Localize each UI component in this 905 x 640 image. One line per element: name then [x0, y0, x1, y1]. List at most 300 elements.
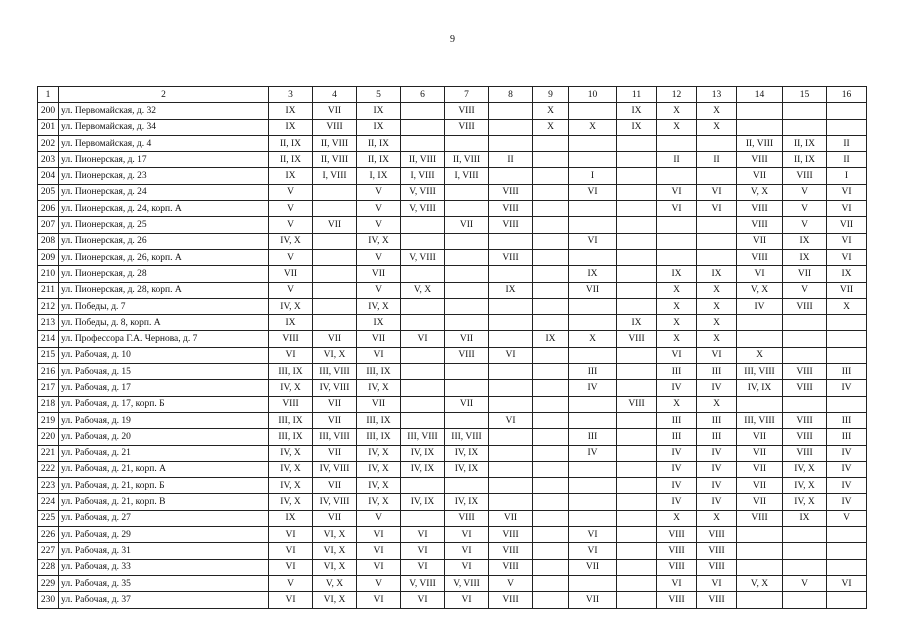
row-number-cell: 220	[38, 429, 59, 445]
table-cell: II, IX	[357, 135, 401, 151]
table-cell	[489, 396, 533, 412]
table-cell: VI, X	[313, 527, 357, 543]
table-cell: II, IX	[357, 152, 401, 168]
table-cell: VIII	[617, 396, 657, 412]
table-cell: I, IX	[357, 168, 401, 184]
table-cell: IV, X	[783, 461, 827, 477]
table-cell: III, IX	[357, 364, 401, 380]
row-number-cell: 200	[38, 103, 59, 119]
table-cell: X	[697, 119, 737, 135]
column-header: 15	[783, 87, 827, 103]
table-cell	[489, 429, 533, 445]
table-cell	[401, 233, 445, 249]
table-cell	[783, 559, 827, 575]
table-cell: VI, X	[313, 543, 357, 559]
table-cell: VIII	[783, 364, 827, 380]
table-cell: VIII	[737, 249, 783, 265]
table-cell	[827, 527, 867, 543]
table-cell: I, VIII	[445, 168, 489, 184]
table-cell: IV, X	[357, 298, 401, 314]
table-cell	[617, 364, 657, 380]
table-cell	[401, 412, 445, 428]
table-cell	[313, 298, 357, 314]
table-cell: VII	[783, 266, 827, 282]
table-cell: VII	[827, 217, 867, 233]
table-cell: II, IX	[269, 135, 313, 151]
address-cell: ул. Рабочая, д. 21, корп. Б	[59, 478, 269, 494]
address-cell: ул. Пионерская, д. 28	[59, 266, 269, 282]
table-cell: II	[697, 152, 737, 168]
table-cell	[401, 478, 445, 494]
table-cell: III	[827, 364, 867, 380]
table-cell	[533, 592, 569, 608]
table-cell	[401, 396, 445, 412]
row-number-cell: 219	[38, 412, 59, 428]
table-cell: IX	[617, 315, 657, 331]
table-cell: IV, IX	[445, 445, 489, 461]
table-cell	[533, 233, 569, 249]
table-cell	[569, 298, 617, 314]
table-cell	[569, 396, 617, 412]
table-cell: IX	[783, 249, 827, 265]
table-cell: III, IX	[269, 364, 313, 380]
table-cell: X	[657, 510, 697, 526]
row-number-cell: 216	[38, 364, 59, 380]
table-cell: VIII	[489, 527, 533, 543]
table-row	[38, 592, 867, 608]
table-cell	[617, 445, 657, 461]
table-cell	[617, 461, 657, 477]
table-cell: V	[269, 575, 313, 591]
table-cell: VIII	[697, 527, 737, 543]
row-number-cell: 217	[38, 380, 59, 396]
table-cell: V	[357, 201, 401, 217]
table-cell	[445, 315, 489, 331]
table-cell: V, VIII	[401, 184, 445, 200]
table-cell: IV, X	[269, 380, 313, 396]
table-cell	[569, 217, 617, 233]
table-cell: VII	[827, 282, 867, 298]
table-cell	[783, 119, 827, 135]
table-cell: VI	[697, 201, 737, 217]
row-number-cell: 222	[38, 461, 59, 477]
table-cell: V	[357, 510, 401, 526]
table-cell: III, IX	[357, 429, 401, 445]
table-cell: IX	[783, 233, 827, 249]
table-cell	[617, 217, 657, 233]
table-cell: VII	[313, 510, 357, 526]
table-cell: VII	[269, 266, 313, 282]
table-row	[38, 152, 867, 168]
table-cell: VIII	[697, 559, 737, 575]
table-cell: V	[827, 510, 867, 526]
table-cell: VIII	[313, 119, 357, 135]
table-row	[38, 412, 867, 428]
row-number-cell: 213	[38, 315, 59, 331]
table-cell	[827, 119, 867, 135]
table-cell	[489, 331, 533, 347]
table-cell	[783, 315, 827, 331]
table-cell	[657, 217, 697, 233]
table-cell: IV, X	[357, 445, 401, 461]
table-cell	[489, 494, 533, 510]
table-cell: V, VIII	[401, 201, 445, 217]
table-row	[38, 364, 867, 380]
table-cell: VI	[827, 249, 867, 265]
table-cell	[569, 510, 617, 526]
table-cell: VI	[569, 543, 617, 559]
table-cell: VII	[313, 445, 357, 461]
table-cell	[533, 298, 569, 314]
header-row	[38, 87, 867, 103]
table-row	[38, 119, 867, 135]
address-cell: ул. Первомайская, д. 4	[59, 135, 269, 151]
table-cell	[489, 168, 533, 184]
row-number-cell: 223	[38, 478, 59, 494]
table-cell: VII	[313, 478, 357, 494]
table-cell: IV, X	[269, 298, 313, 314]
table-cell	[617, 233, 657, 249]
table-cell	[533, 494, 569, 510]
table-cell: V	[269, 201, 313, 217]
table-cell: VIII	[783, 168, 827, 184]
table-cell: X	[827, 298, 867, 314]
table-cell	[617, 135, 657, 151]
table-cell	[657, 249, 697, 265]
table-cell: IX	[489, 282, 533, 298]
table-cell: IV, X	[783, 494, 827, 510]
table-cell	[533, 347, 569, 363]
table-cell: V	[783, 184, 827, 200]
table-cell	[737, 592, 783, 608]
table-cell	[489, 445, 533, 461]
table-cell: VI	[401, 559, 445, 575]
table-cell	[783, 103, 827, 119]
table-cell: VIII	[697, 592, 737, 608]
row-number-cell: 225	[38, 510, 59, 526]
table-cell: VII	[569, 559, 617, 575]
table-cell: VI	[827, 201, 867, 217]
table-cell	[401, 315, 445, 331]
row-number-cell: 208	[38, 233, 59, 249]
table-cell	[401, 510, 445, 526]
table-cell: VIII	[697, 543, 737, 559]
table-cell	[783, 592, 827, 608]
table-row	[38, 510, 867, 526]
table-row	[38, 298, 867, 314]
table-cell: VI	[697, 575, 737, 591]
table-cell	[445, 135, 489, 151]
table-cell: VII	[737, 445, 783, 461]
table-cell: VII	[737, 429, 783, 445]
table-cell	[737, 543, 783, 559]
column-header: 2	[59, 87, 269, 103]
row-number-cell: 205	[38, 184, 59, 200]
address-cell: ул. Пионерская, д. 26, корп. А	[59, 249, 269, 265]
table-cell: III	[827, 412, 867, 428]
table-cell: VI, X	[313, 559, 357, 575]
table-cell	[827, 315, 867, 331]
address-cell: ул. Пионерская, д. 26	[59, 233, 269, 249]
table-cell	[569, 494, 617, 510]
table-cell	[533, 396, 569, 412]
table-cell: II	[827, 152, 867, 168]
row-number-cell: 224	[38, 494, 59, 510]
table-cell	[569, 412, 617, 428]
table-cell	[657, 233, 697, 249]
table-cell	[617, 152, 657, 168]
table-cell: V	[357, 575, 401, 591]
table-cell	[401, 347, 445, 363]
table-cell: VIII	[489, 543, 533, 559]
table-cell	[657, 135, 697, 151]
table-cell	[617, 380, 657, 396]
table-cell: IV	[657, 478, 697, 494]
table-cell	[737, 119, 783, 135]
table-cell: IV	[737, 298, 783, 314]
table-cell: X	[657, 103, 697, 119]
row-number-cell: 212	[38, 298, 59, 314]
table-cell	[489, 478, 533, 494]
table-row	[38, 396, 867, 412]
table-cell	[533, 364, 569, 380]
table-cell: VII	[313, 103, 357, 119]
table-cell: VI, X	[313, 347, 357, 363]
table-cell: IX	[569, 266, 617, 282]
table-cell: VI	[357, 543, 401, 559]
table-cell: VII	[489, 510, 533, 526]
table-cell: VIII	[737, 201, 783, 217]
table-cell	[737, 527, 783, 543]
table-cell: VI	[357, 592, 401, 608]
table-cell: II, IX	[269, 152, 313, 168]
table-cell: I	[569, 168, 617, 184]
table-cell: VIII	[445, 510, 489, 526]
table-cell	[313, 315, 357, 331]
table-cell: IV	[827, 445, 867, 461]
table-cell: III, IX	[357, 412, 401, 428]
table-cell: IV	[569, 445, 617, 461]
table-cell: V	[269, 217, 313, 233]
row-number-cell: 203	[38, 152, 59, 168]
table-row	[38, 575, 867, 591]
table-cell	[445, 249, 489, 265]
address-cell: ул. Рабочая, д. 21, корп. В	[59, 494, 269, 510]
column-header: 16	[827, 87, 867, 103]
table-cell: IV, IX	[401, 494, 445, 510]
table-cell	[533, 201, 569, 217]
table-row	[38, 494, 867, 510]
address-cell: ул. Рабочая, д. 21	[59, 445, 269, 461]
row-number-cell: 210	[38, 266, 59, 282]
row-number-cell: 230	[38, 592, 59, 608]
table-cell	[617, 478, 657, 494]
table-cell: VIII	[737, 217, 783, 233]
table-cell	[401, 217, 445, 233]
table-cell	[533, 152, 569, 168]
table-cell	[827, 559, 867, 575]
table-cell: VII	[569, 592, 617, 608]
table-row	[38, 168, 867, 184]
table-cell	[533, 543, 569, 559]
row-number-cell: 206	[38, 201, 59, 217]
address-cell: ул. Рабочая, д. 10	[59, 347, 269, 363]
table-cell: VI	[445, 543, 489, 559]
table-cell: I	[827, 168, 867, 184]
table-cell: IX	[269, 315, 313, 331]
table-row	[38, 217, 867, 233]
row-number-cell: 229	[38, 575, 59, 591]
address-cell: ул. Победы, д. 8, корп. А	[59, 315, 269, 331]
table-cell	[533, 217, 569, 233]
table-row	[38, 559, 867, 575]
table-cell: IV, IX	[401, 461, 445, 477]
table-cell: IV	[697, 461, 737, 477]
table-cell: IV	[827, 461, 867, 477]
table-cell: IV	[697, 380, 737, 396]
table-cell	[533, 135, 569, 151]
table-cell: X	[697, 396, 737, 412]
table-cell: III, VIII	[313, 364, 357, 380]
table-cell	[737, 331, 783, 347]
table-cell: X	[569, 119, 617, 135]
table-cell: V	[783, 575, 827, 591]
table-cell: IX	[357, 103, 401, 119]
table-cell: IV, IX	[445, 461, 489, 477]
table-cell: I, VIII	[313, 168, 357, 184]
table-cell: X	[657, 396, 697, 412]
table-cell	[827, 331, 867, 347]
table-cell	[697, 135, 737, 151]
table-cell	[533, 380, 569, 396]
table-cell	[657, 168, 697, 184]
table-cell: VI	[401, 543, 445, 559]
table-cell: IX	[533, 331, 569, 347]
table-cell	[489, 233, 533, 249]
table-cell: VIII	[657, 527, 697, 543]
table-cell: IV	[697, 494, 737, 510]
table-cell: II, VIII	[313, 135, 357, 151]
row-number-cell: 218	[38, 396, 59, 412]
address-cell: ул. Рабочая, д. 15	[59, 364, 269, 380]
table-cell: III	[697, 364, 737, 380]
column-header: 3	[269, 87, 313, 103]
table-cell: III	[657, 364, 697, 380]
table-cell: VI	[657, 201, 697, 217]
table-cell: IV, VIII	[313, 461, 357, 477]
table-cell	[827, 347, 867, 363]
table-cell: VIII	[783, 298, 827, 314]
table-row	[38, 135, 867, 151]
table-cell: VI	[269, 559, 313, 575]
table-cell	[533, 461, 569, 477]
table-cell: X	[697, 103, 737, 119]
table-cell: VII	[357, 266, 401, 282]
table-cell: IX	[617, 103, 657, 119]
table-cell: VII	[357, 396, 401, 412]
address-cell: ул. Первомайская, д. 32	[59, 103, 269, 119]
address-cell: ул. Победы, д. 7	[59, 298, 269, 314]
table-cell	[489, 135, 533, 151]
table-cell: III	[697, 429, 737, 445]
table-cell: X	[533, 119, 569, 135]
table-cell: VI	[827, 233, 867, 249]
table-cell: VII	[357, 331, 401, 347]
table-cell: V, X	[313, 575, 357, 591]
table-cell: VI	[657, 184, 697, 200]
table-cell: VIII	[269, 396, 313, 412]
table-cell: V, X	[737, 184, 783, 200]
table-cell: VIII	[269, 331, 313, 347]
table-cell: IX	[269, 103, 313, 119]
table-cell	[783, 543, 827, 559]
table-cell	[569, 347, 617, 363]
page-number: 9	[450, 34, 455, 45]
table-cell	[569, 201, 617, 217]
table-cell: V, X	[737, 575, 783, 591]
table-cell	[533, 184, 569, 200]
table-cell: VI	[445, 559, 489, 575]
table-row	[38, 461, 867, 477]
table-cell: III	[697, 412, 737, 428]
table-cell	[617, 592, 657, 608]
table-cell	[617, 184, 657, 200]
table-cell	[783, 331, 827, 347]
table-cell: VII	[313, 412, 357, 428]
table-cell: X	[657, 282, 697, 298]
table-cell	[401, 298, 445, 314]
column-header: 6	[401, 87, 445, 103]
row-number-cell: 214	[38, 331, 59, 347]
table-cell: X	[569, 331, 617, 347]
table-cell	[533, 168, 569, 184]
table-cell: II, VIII	[445, 152, 489, 168]
column-header: 14	[737, 87, 783, 103]
table-cell: V, VIII	[401, 575, 445, 591]
table-cell: IV	[657, 461, 697, 477]
row-number-cell: 226	[38, 527, 59, 543]
table-cell	[533, 266, 569, 282]
column-header: 10	[569, 87, 617, 103]
address-cell: ул. Пионерская, д. 28, корп. А	[59, 282, 269, 298]
table-cell: IV, X	[269, 461, 313, 477]
table-cell	[401, 266, 445, 282]
table-cell: IX	[269, 119, 313, 135]
table-cell	[533, 315, 569, 331]
table-cell: IV	[827, 478, 867, 494]
table-row	[38, 103, 867, 119]
column-header: 7	[445, 87, 489, 103]
table-cell	[783, 396, 827, 412]
address-cell: ул. Пионерская, д. 17	[59, 152, 269, 168]
column-header: 13	[697, 87, 737, 103]
table-row	[38, 478, 867, 494]
table-cell	[401, 103, 445, 119]
table-cell: VI	[269, 592, 313, 608]
table-cell	[313, 249, 357, 265]
table-cell	[489, 266, 533, 282]
row-number-cell: 201	[38, 119, 59, 135]
table-row	[38, 331, 867, 347]
column-header: 11	[617, 87, 657, 103]
table-cell: IX	[269, 168, 313, 184]
table-cell: V	[783, 201, 827, 217]
table-cell	[533, 575, 569, 591]
table-cell: VIII	[783, 412, 827, 428]
table-cell: VIII	[445, 347, 489, 363]
table-cell	[445, 184, 489, 200]
table-row	[38, 527, 867, 543]
